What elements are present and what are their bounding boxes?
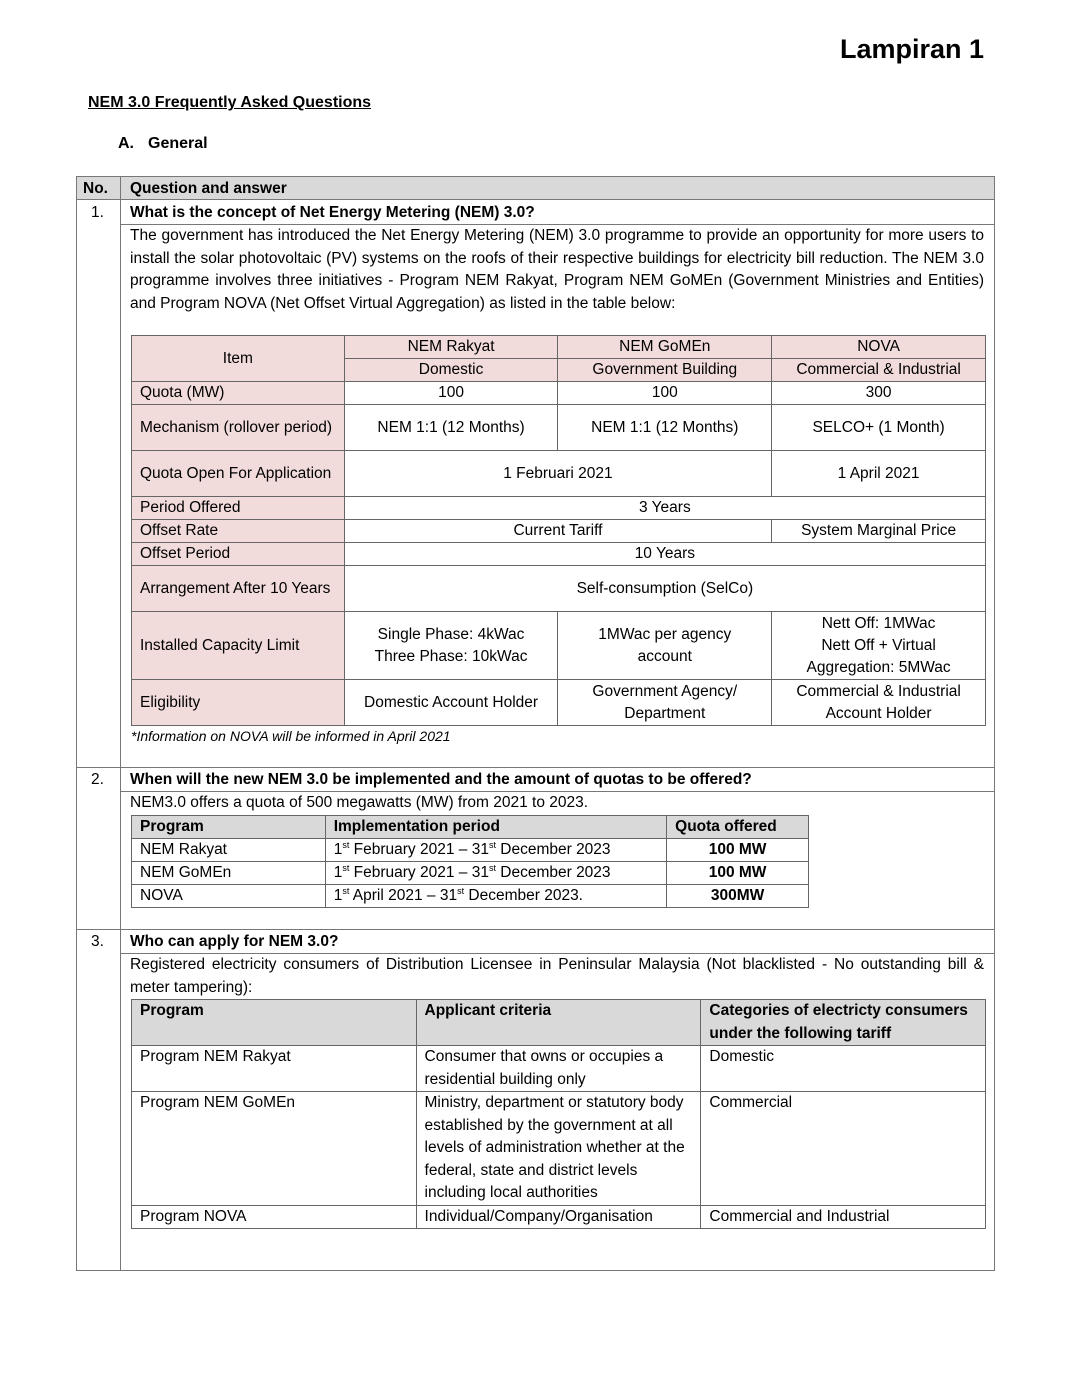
quota-header-period: Implementation period (325, 816, 666, 839)
cell-period: 3 Years (344, 497, 985, 520)
row-label-quota-open: Quota Open For Application (132, 451, 345, 497)
row-label-arrangement: Arrangement After 10 Years (132, 566, 345, 612)
elig-category: Commercial and Industrial (701, 1205, 986, 1229)
table-row (132, 862, 809, 885)
question-number-1: 1. (91, 204, 104, 221)
col-type-nova: Commercial & Industrial (772, 359, 986, 382)
capacity-rakyat-line-2: Three Phase: 10kWac (374, 647, 528, 665)
question-1: What is the concept of Net Energy Metering (NEM) 3.0? (130, 204, 535, 221)
row-label-offset-rate: Offset Rate (132, 520, 345, 543)
quota-table (131, 815, 809, 908)
capacity-nova-line-1: Nett Off: 1MWac (821, 614, 936, 632)
cell-eligibility-rakyat: Domestic Account Holder (344, 680, 558, 726)
elig-header-category: Categories of electricty consumers under the following tariff (701, 1000, 986, 1046)
row-label-quota: Quota (MW) (132, 382, 345, 405)
cell-capacity-gomen: 1MWac per agency account (558, 612, 772, 680)
annex-label: Lampiran 1 (839, 34, 984, 64)
cell-mechanism-nova: SELCO+ (1 Month) (772, 405, 986, 451)
elig-header-program: Program (132, 1000, 417, 1046)
answer-2: NEM3.0 offers a quota of 500 megawatts (MW) from 2021 to 2023. (130, 794, 589, 811)
col-type-gomen: Government Building (558, 359, 772, 382)
row-label-eligibility: Eligibility (132, 680, 345, 726)
row-label-capacity: Installed Capacity Limit (132, 612, 345, 680)
eligibility-header-row (132, 1000, 986, 1046)
capacity-nova-line-2: Nett Off + Virtual Aggregation: 5MWac (806, 636, 951, 676)
question-3: Who can apply for NEM 3.0? (130, 933, 339, 950)
table-row (132, 839, 809, 862)
cell-eligibility-nova: Commercial & Industrial Account Holder (772, 680, 986, 726)
row-divider (77, 767, 994, 768)
elig-program: Program NOVA (132, 1205, 417, 1229)
quota-value: 100 MW (667, 839, 809, 862)
cell-capacity-rakyat (344, 612, 558, 680)
cell-open-rakyat-gomen: 1 Februari 2021 (344, 451, 771, 497)
row-label-mechanism: Mechanism (rollover period) (132, 405, 345, 451)
quota-program: NOVA (132, 885, 326, 908)
nem-programs-table (131, 335, 986, 726)
cell-quota-gomen: 100 (558, 382, 772, 405)
table-row (132, 1046, 986, 1092)
quota-value: 300MW (667, 885, 809, 908)
elig-criteria: Individual/Company/Organisation (416, 1205, 701, 1229)
quota-program: NEM Rakyat (132, 839, 326, 862)
elig-program: Program NEM Rakyat (132, 1046, 417, 1092)
section-letter: A. (118, 135, 134, 152)
col-header-no: No. (83, 180, 108, 197)
row-label-period: Period Offered (132, 497, 345, 520)
table-row (132, 1205, 986, 1229)
faq-table (76, 176, 995, 1271)
answer-1: The government has introduced the Net Energy Metering (NEM) 3.0 programme to provide an opportunity for more users to install the solar photovoltaic (PV) systems on the roofs of their respective buildings for electricity bill reduction. The NEM 3.0 programme involves three initiatives - Program NEM Rakyat, Program NEM GoMEn (Government Ministries and Entities) and Program NOVA (Net Offset Virtual Aggregation) as listed in the table below: (130, 227, 984, 312)
elig-category: Domestic (701, 1046, 986, 1092)
elig-header-criteria: Applicant criteria (416, 1000, 701, 1046)
col-name-rakyat: NEM Rakyat (344, 336, 558, 359)
question-2: When will the new NEM 3.0 be implemented and the amount of quotas to be offered? (130, 771, 752, 788)
cell-quota-nova: 300 (772, 382, 986, 405)
cell-capacity-nova (772, 612, 986, 680)
quota-header-offered: Quota offered (667, 816, 809, 839)
quota-header-program: Program (132, 816, 326, 839)
section-heading (118, 135, 208, 153)
elig-program: Program NEM GoMEn (132, 1092, 417, 1206)
cell-quota-rakyat: 100 (344, 382, 558, 405)
row-divider (77, 929, 994, 930)
quota-period: 1st February 2021 – 31st December 2023 (325, 862, 666, 885)
table-row (132, 885, 809, 908)
cell-rate-rakyat-gomen: Current Tariff (344, 520, 771, 543)
document-title: NEM 3.0 Frequently Asked Questions (88, 94, 372, 111)
column-divider (120, 177, 121, 1270)
quota-period: 1st February 2021 – 31st December 2023 (325, 839, 666, 862)
row-label-offset-period: Offset Period (132, 543, 345, 566)
col-type-rakyat: Domestic (344, 359, 558, 382)
cell-eligibility-gomen: Government Agency/ Department (558, 680, 772, 726)
item-header: Item (132, 336, 345, 382)
cell-arrangement: Self-consumption (SelCo) (344, 566, 985, 612)
cell-mechanism-rakyat: NEM 1:1 (12 Months) (344, 405, 558, 451)
quota-value: 100 MW (667, 862, 809, 885)
question-number-2: 2. (91, 771, 104, 788)
section-name: General (148, 135, 208, 152)
cell-mechanism-gomen: NEM 1:1 (12 Months) (558, 405, 772, 451)
elig-criteria: Consumer that owns or occupies a residential building only (416, 1046, 701, 1092)
cell-open-nova: 1 April 2021 (772, 451, 986, 497)
quota-period: 1st April 2021 – 31st December 2023. (325, 885, 666, 908)
nova-note: *Information on NOVA will be informed in April 2021 (131, 728, 451, 744)
quota-program: NEM GoMEn (132, 862, 326, 885)
col-header-question: Question and answer (130, 180, 287, 197)
elig-category: Commercial (701, 1092, 986, 1206)
eligibility-table (131, 999, 986, 1229)
elig-criteria: Ministry, department or statutory body established by the government at all levels of administration whether at the federal, state and district levels including local authorities (416, 1092, 701, 1206)
col-name-gomen: NEM GoMEn (558, 336, 772, 359)
capacity-rakyat-line-1: Single Phase: 4kWac (377, 625, 525, 643)
table-row (132, 1092, 986, 1206)
col-name-nova: NOVA (772, 336, 986, 359)
question-number-3: 3. (91, 933, 104, 950)
faq-table-header (77, 177, 994, 200)
answer-3: Registered electricity consumers of Distribution Licensee in Peninsular Malaysia (Not blacklisted - No outstanding bill & meter tampering): (130, 956, 984, 996)
cell-rate-nova: System Marginal Price (772, 520, 986, 543)
cell-offset-period: 10 Years (344, 543, 985, 566)
